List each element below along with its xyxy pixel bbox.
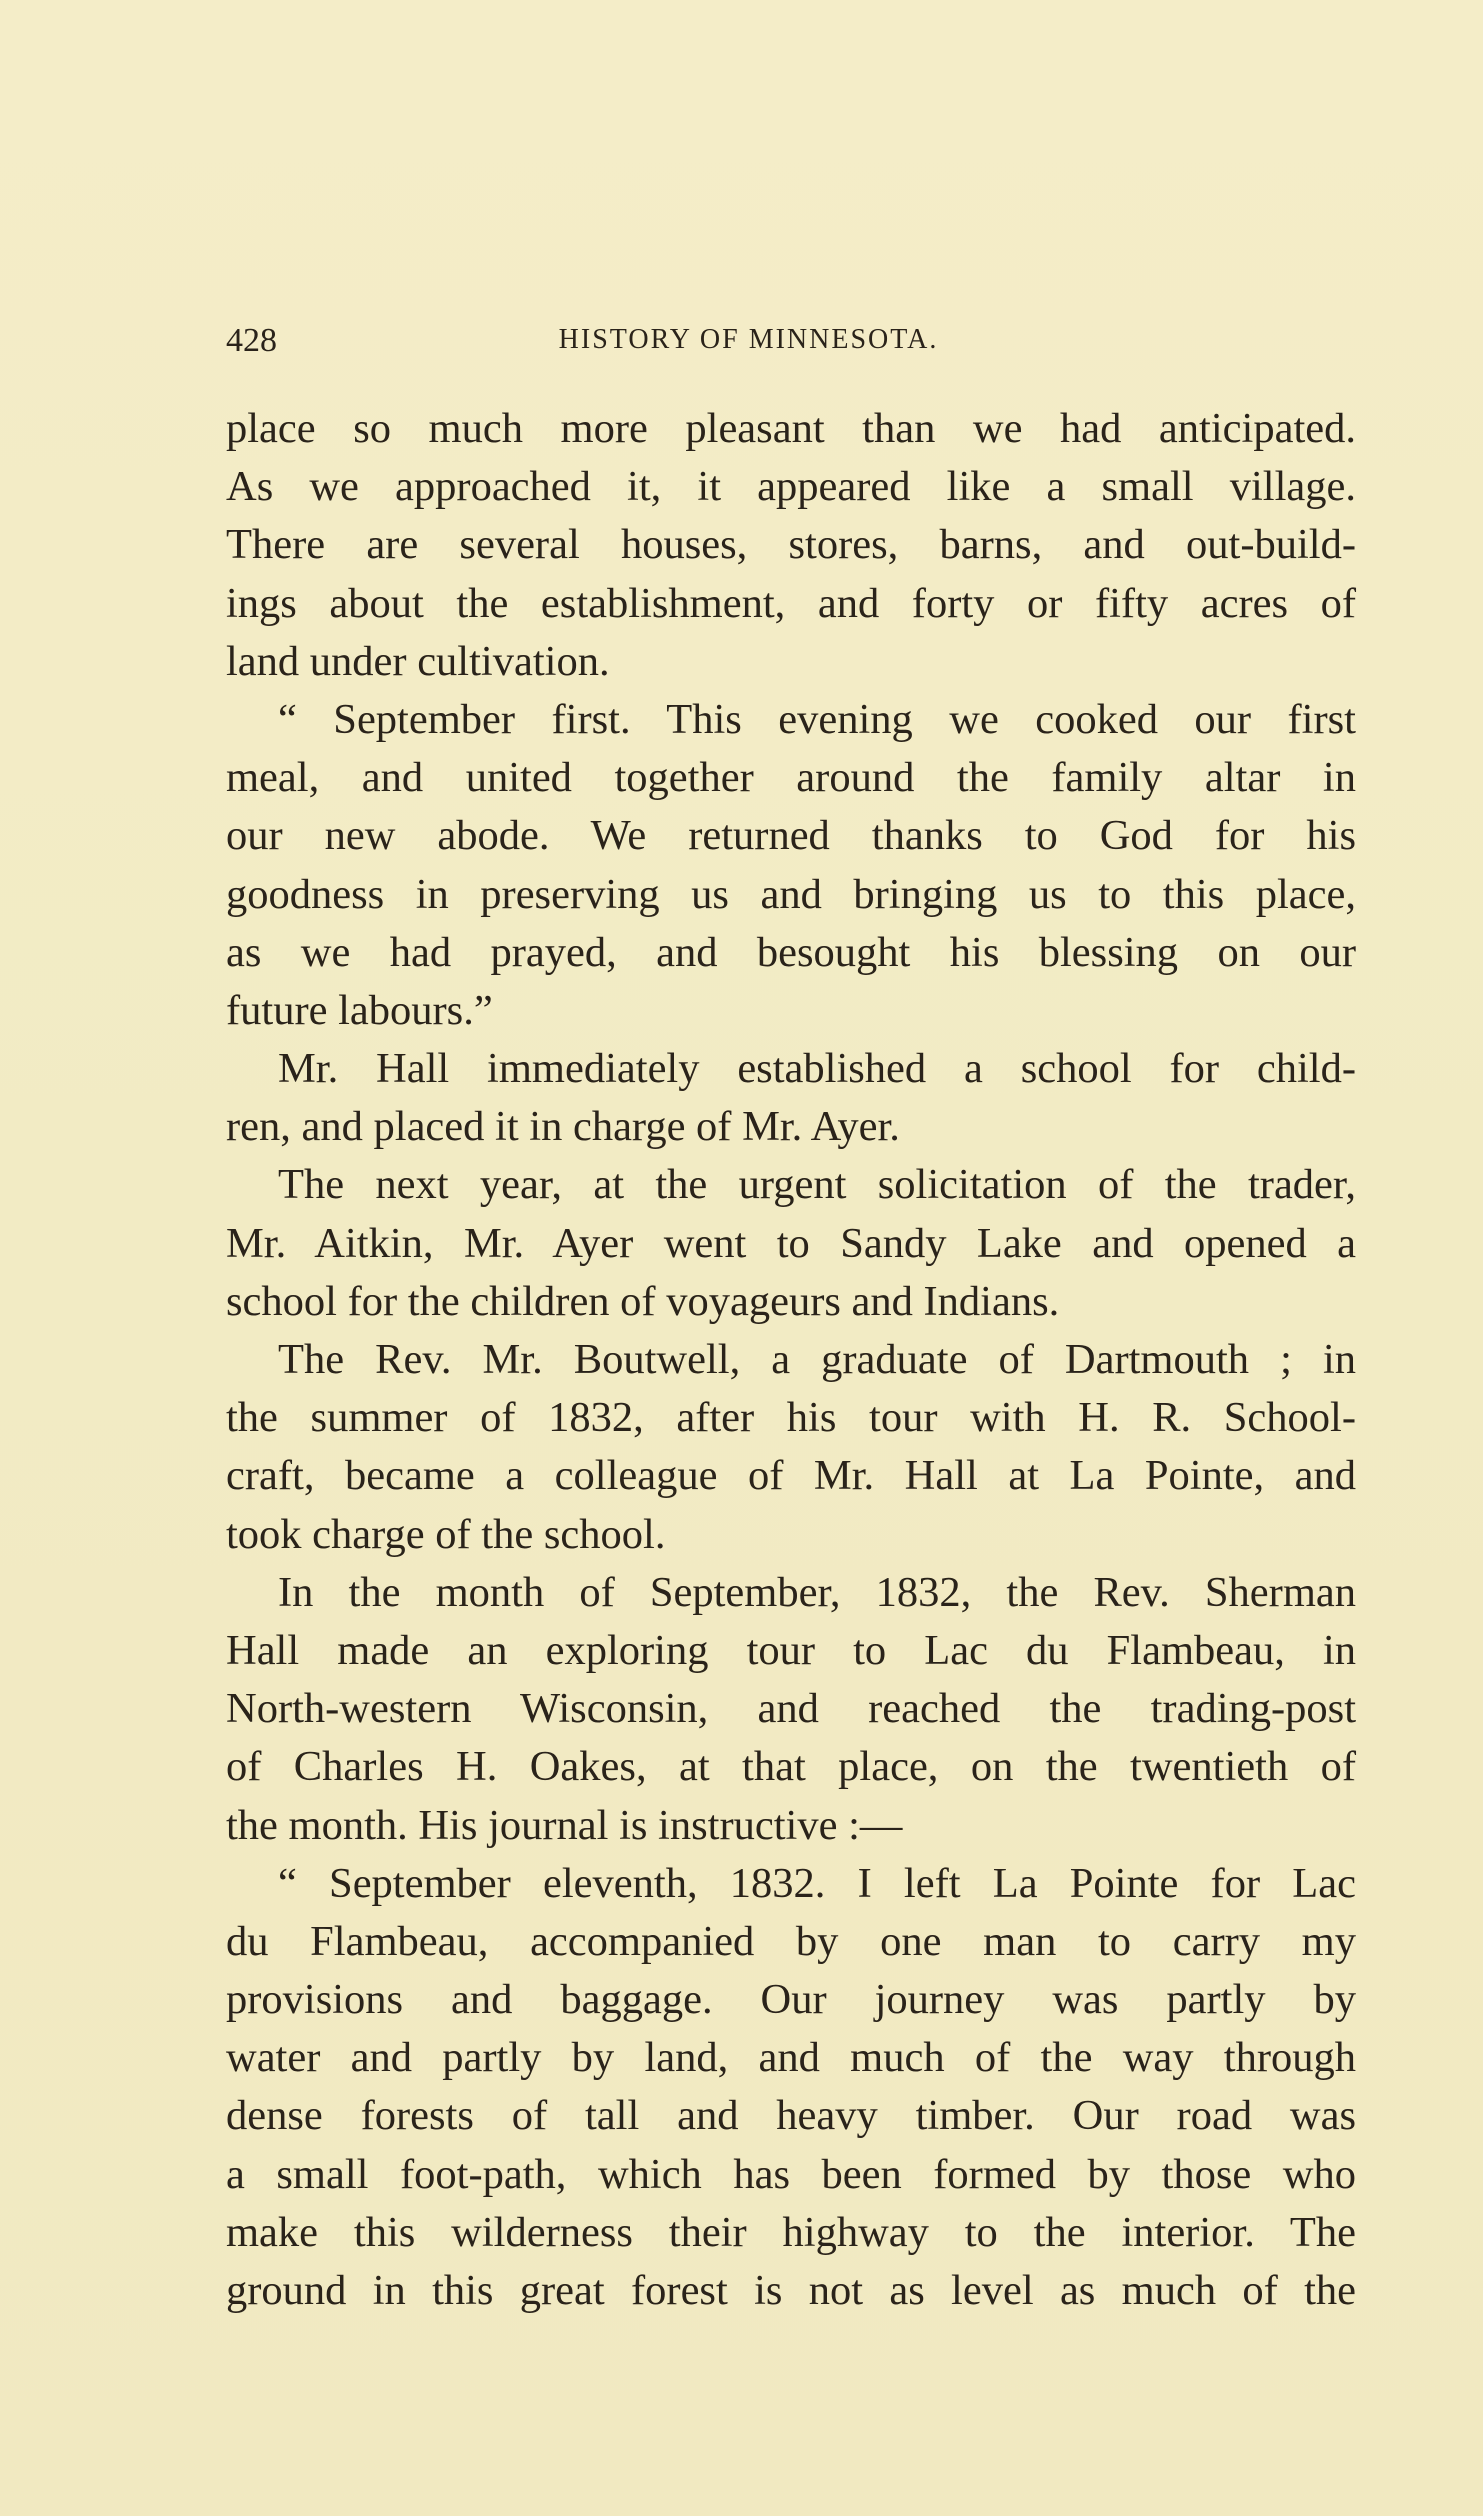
text-line: Mr. Aitkin, Mr. Ayer went to Sandy Lake and opened a bbox=[226, 1219, 1356, 1267]
text-line: the summer of 1832, after his tour with H. R. School- bbox=[226, 1394, 1356, 1442]
text-line: As we approached it, it appeared like a small village. bbox=[226, 463, 1356, 511]
text-line: “ September eleventh, 1832. I left La Pointe for Lac bbox=[278, 1859, 1356, 1907]
text-line: provisions and baggage. Our journey was partly by bbox=[226, 1976, 1356, 2024]
text-line: ings about the establishment, and forty or fifty acres of bbox=[226, 579, 1356, 627]
text-line: ground in this great forest is not as level as much of the bbox=[226, 2267, 1356, 2314]
body-text bbox=[226, 400, 1356, 2320]
text-line: future labours.” bbox=[226, 986, 493, 1034]
running-head-title: HISTORY OF MINNESOTA. bbox=[558, 324, 939, 355]
text-line: “ September first. This evening we cooked our first bbox=[278, 695, 1356, 743]
text-line: place so much more pleasant than we had anticipated. bbox=[226, 405, 1356, 452]
text-line: In the month of September, 1832, the Rev. Sherman bbox=[278, 1568, 1356, 1616]
text-line: ren, and placed it in charge of Mr. Ayer. bbox=[226, 1103, 900, 1151]
text-line: make this wilderness their highway to the interior. The bbox=[226, 2208, 1356, 2256]
running-head bbox=[226, 322, 1251, 370]
text-line: du Flambeau, accompanied by one man to carry my bbox=[226, 1917, 1356, 1965]
text-line: a small foot-path, which has been formed by those who bbox=[226, 2150, 1356, 2198]
text-line: water and partly by land, and much of the way through bbox=[226, 2034, 1356, 2082]
text-line: Mr. Hall immediately established a school for child- bbox=[278, 1045, 1356, 1093]
text-line: The Rev. Mr. Boutwell, a graduate of Dartmouth ; in bbox=[278, 1336, 1356, 1383]
text-line: Hall made an exploring tour to Lac du Flambeau, in bbox=[226, 1626, 1356, 1674]
text-line: the month. His journal is instructive :— bbox=[226, 1801, 903, 1849]
text-line: There are several houses, stores, barns, and out-build- bbox=[226, 521, 1356, 569]
text-line: craft, became a colleague of Mr. Hall at La Pointe, and bbox=[226, 1452, 1356, 1500]
text-line: land under cultivation. bbox=[226, 637, 610, 685]
text-line: The next year, at the urgent solicitation of the trader, bbox=[278, 1161, 1356, 1209]
text-line: meal, and united together around the family altar in bbox=[226, 754, 1356, 802]
text-line: school for the children of voyageurs and Indians. bbox=[226, 1277, 1060, 1325]
text-line: took charge of the school. bbox=[226, 1510, 666, 1558]
text-line: as we had prayed, and besought his blessing on our bbox=[226, 928, 1356, 976]
text-line: dense forests of tall and heavy timber. Our road was bbox=[226, 2092, 1356, 2140]
text-line: goodness in preserving us and bringing us to this place, bbox=[226, 870, 1356, 918]
text-line: North-western Wisconsin, and reached the trading-post bbox=[226, 1685, 1356, 1733]
page-number: 428 bbox=[226, 322, 277, 359]
text-line: our new abode. We returned thanks to God for his bbox=[226, 812, 1356, 860]
text-line: of Charles H. Oakes, at that place, on the twentieth of bbox=[226, 1743, 1356, 1791]
